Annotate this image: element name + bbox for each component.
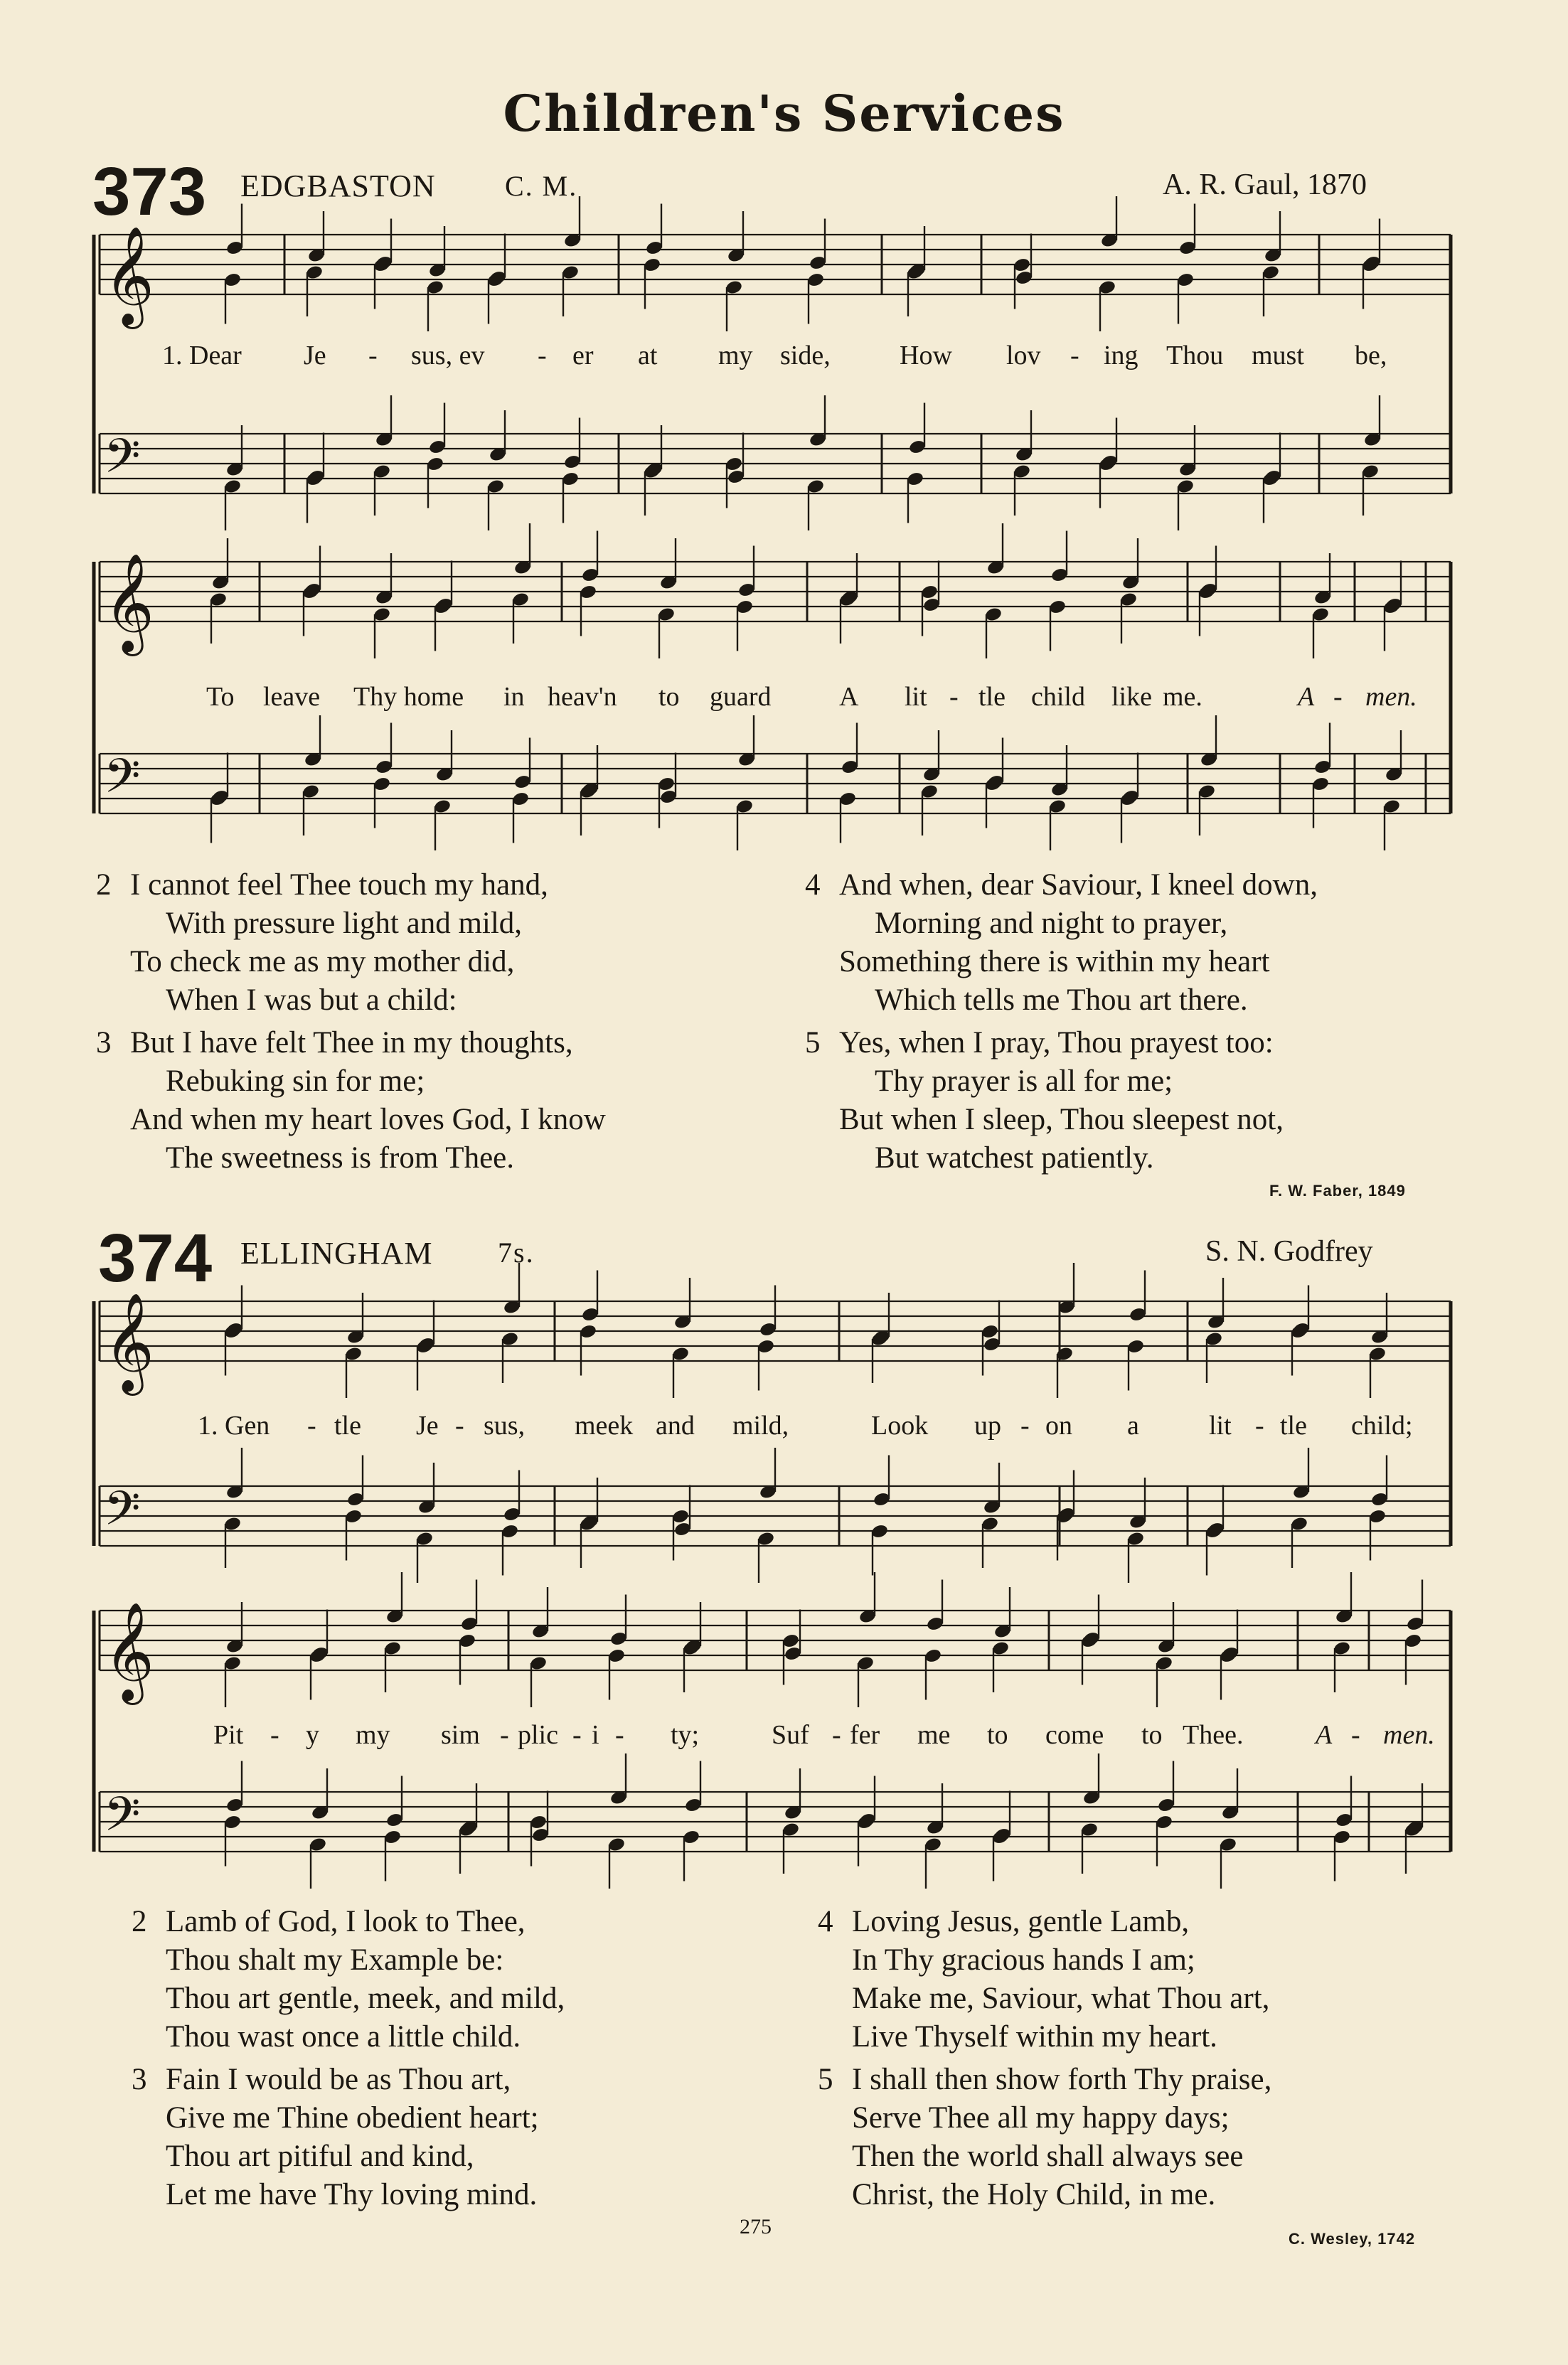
lyric-line: 1. Gen - tle Je - sus, meek and mild, Look up - on a lit - tle child; — [198, 1411, 1413, 1441]
treble-clef: 𝄞 — [104, 1293, 154, 1392]
treble-clef: 𝄞 — [104, 1602, 154, 1701]
page-number: 275 — [740, 2215, 772, 2238]
tune-name: ELLINGHAM — [240, 1236, 433, 1271]
tune-name: EDGBASTON — [240, 169, 436, 203]
verses-left: 2 I cannot feel Thee touch my hand, With pressure light and mild, To check me as my mother did, When I was but a child: 3 But I have felt Thee in my thoughts, Rebuking sin for me; And when my heart loves God, I know The sweetness is from Thee. — [96, 868, 606, 1175]
bass-clef: 𝄢 — [104, 1481, 141, 1547]
verses-right: 4 And when, dear Saviour, I kneel down, Morning and night to prayer, Something there is within my heart Which tells me Thou art there. 5 Yes, when I pray, Thou prayest too: Thy prayer is all for me; But when I sleep, Thou sleepest not, But watchest patiently. — [805, 868, 1318, 1175]
bass-clef: 𝄢 — [104, 1787, 141, 1853]
treble-clef: 𝄞 — [104, 553, 154, 652]
composer: A. R. Gaul, 1870 — [1163, 169, 1367, 201]
section-title: Children's Services — [503, 84, 1065, 143]
hymn-meter: C. M. — [505, 170, 578, 202]
verses-right: 4 Loving Jesus, gentle Lamb, In Thy gracious hands I am; Make me, Saviour, what Thou art, Live Thyself within my heart. 5 I shall then show forth Thy praise, Serve Thee all my happy days; Then the world shall always see Christ, the Holy Child, in me. — [818, 1905, 1272, 2211]
composer: S. N. Godfrey — [1205, 1235, 1373, 1268]
hymn-number: 374 — [98, 1220, 213, 1296]
hymn-meter: 7s. — [498, 1237, 535, 1269]
bass-clef: 𝄢 — [104, 429, 141, 495]
lyric-line: To leave Thy home in heav'n to guard A lit - tle child like me. A - men. — [206, 682, 1417, 712]
author-credit: C. Wesley, 1742 — [1289, 2230, 1416, 2248]
verses-left: 2 Lamb of God, I look to Thee, Thou shalt my Example be: Thou art gentle, meek, and mild, Thou wast once a little child. 3 Fain I would be as Thou art, Give me Thine obedient heart; Thou art pitiful and kind, Let me have Thy loving mind. — [132, 1905, 565, 2211]
author-credit: F. W. Faber, 1849 — [1269, 1182, 1406, 1200]
lyric-line: 1. Dear Je - sus, ev - er at my side, How lov - ing Thou must be, — [162, 341, 1387, 370]
treble-clef: 𝄞 — [104, 226, 154, 325]
bass-clef: 𝄢 — [104, 749, 141, 815]
lyric-line: Pit - y my sim - plic - i - ty; Suf - fer me to come to Thee. A - men. — [213, 1720, 1435, 1750]
hymn-number: 373 — [92, 154, 207, 230]
